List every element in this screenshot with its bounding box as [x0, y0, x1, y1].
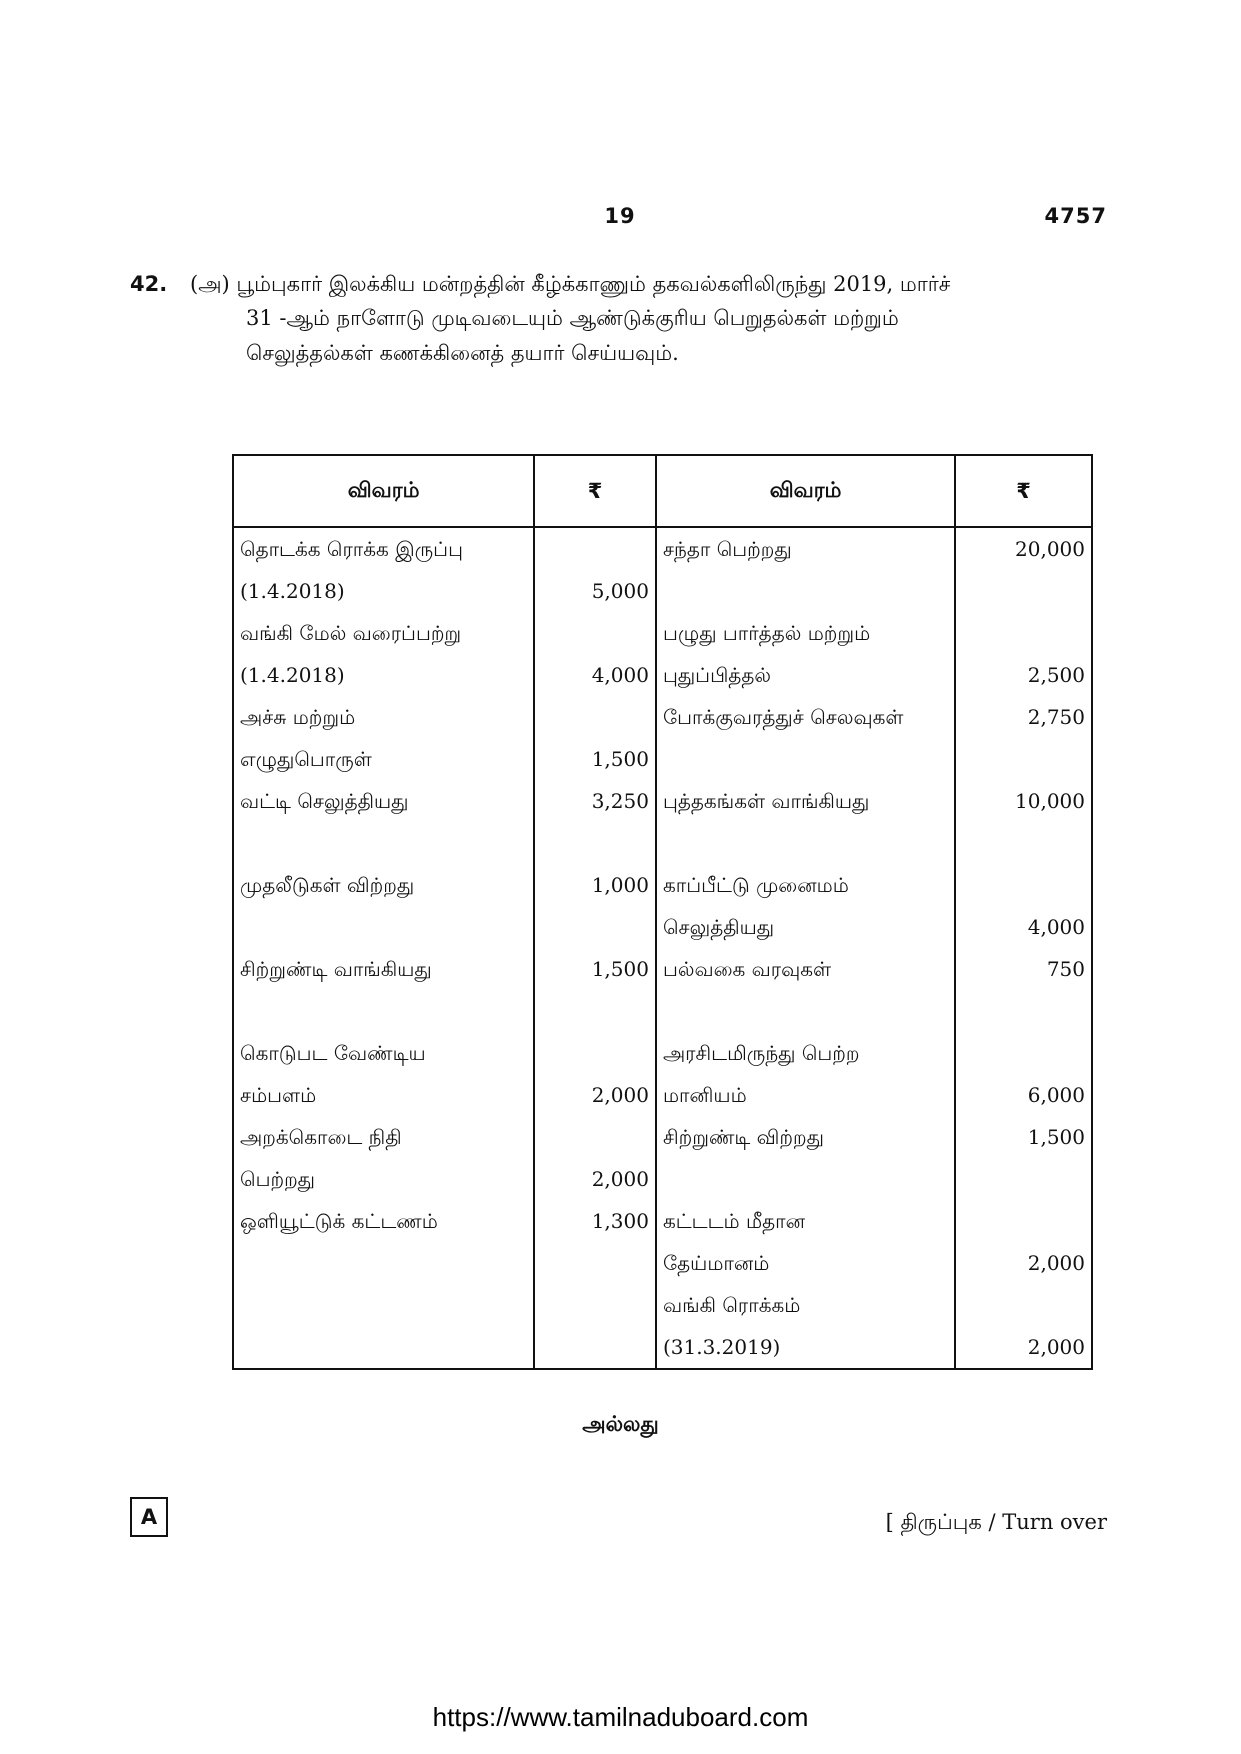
right-amount [955, 780, 1092, 864]
right-particular-line: சிற்றுண்டி விற்றது [662, 1125, 824, 1149]
left-amount-line: 4,000 [591, 663, 649, 687]
header-amount-right: ₹ [955, 455, 1092, 527]
left-particular [233, 780, 534, 864]
left-particular [233, 1200, 534, 1284]
right-amount-line: 2,000 [1027, 1335, 1085, 1359]
left-particular [233, 1284, 534, 1369]
left-particular [233, 864, 534, 948]
table-header-row [233, 455, 1092, 527]
right-particular [656, 696, 955, 780]
left-particular-line: ஒளியூட்டுக் கட்டணம் [240, 1209, 438, 1233]
right-particular [656, 948, 955, 1032]
right-particular-line: பழுது பார்த்தல் மற்றும் [662, 621, 871, 645]
turn-over-text: [ திருப்புக / Turn over [885, 1510, 1107, 1534]
right-particular-line: அரசிடமிருந்து பெற்ற [662, 1041, 860, 1065]
right-amount [955, 527, 1092, 612]
left-amount-line: 2,000 [591, 1167, 649, 1191]
right-particular-line: போக்குவரத்துச் செலவுகள் [662, 705, 904, 729]
left-amount [534, 948, 656, 1032]
question-number: 42. [130, 272, 168, 296]
table-row [233, 612, 1092, 696]
table-row [233, 696, 1092, 780]
table-row [233, 1116, 1092, 1200]
right-amount-line: 2,500 [1027, 663, 1085, 687]
left-particular-line: அச்சு மற்றும் [240, 705, 356, 729]
watermark-url: https://www.tamilnaduboard.com [432, 1702, 809, 1732]
right-particular-line: சந்தா பெற்றது [662, 537, 792, 561]
right-particular-line: (31.3.2019) [662, 1335, 781, 1359]
right-amount-line: 1,500 [1027, 1125, 1085, 1149]
header-particulars-left: விவரம் [233, 455, 534, 527]
right-particular-line: வங்கி ரொக்கம் [662, 1293, 801, 1317]
left-amount-line: 1,300 [591, 1209, 649, 1233]
table-row [233, 864, 1092, 948]
left-particular-line: அறக்கொடை நிதி [240, 1125, 402, 1149]
left-amount-line: 2,000 [591, 1083, 649, 1107]
right-amount-line: 2,750 [1027, 705, 1085, 729]
right-amount [955, 948, 1092, 1032]
table-row [233, 1284, 1092, 1369]
right-amount-line: 2,000 [1027, 1251, 1085, 1275]
right-particular [656, 612, 955, 696]
left-particular-line: தொடக்க ரொக்க இருப்பு [240, 537, 463, 561]
left-amount [534, 612, 656, 696]
page-number: 19 [604, 204, 636, 228]
left-amount [534, 527, 656, 612]
right-amount-line: 10,000 [1015, 789, 1085, 813]
left-amount [534, 1284, 656, 1369]
left-particular-line: வட்டி செலுத்தியது [240, 789, 409, 813]
left-particular [233, 612, 534, 696]
left-amount [534, 1200, 656, 1284]
right-particular [656, 527, 955, 612]
left-amount [534, 1032, 656, 1116]
left-particular-line: சம்பளம் [240, 1083, 317, 1107]
left-particular [233, 1032, 534, 1116]
left-particular [233, 527, 534, 612]
right-particular [656, 1116, 955, 1200]
left-amount-line: 1,500 [591, 747, 649, 771]
table-row [233, 527, 1092, 612]
left-amount [534, 696, 656, 780]
right-amount [955, 864, 1092, 948]
right-amount-line: 4,000 [1027, 915, 1085, 939]
left-amount-line: 1,500 [591, 957, 649, 981]
header-amount-left: ₹ [534, 455, 656, 527]
table-row [233, 780, 1092, 864]
left-amount-line: 1,000 [591, 873, 649, 897]
right-particular [656, 864, 955, 948]
table-row [233, 1200, 1092, 1284]
question-line-1: (அ) பூம்புகார் இலக்கிய மன்றத்தின் கீழ்க்காணும் தகவல்களிலிருந்து 2019, மார்ச் [190, 272, 951, 296]
left-particular [233, 948, 534, 1032]
left-particular-line: வங்கி மேல் வரைப்பற்று [240, 621, 462, 645]
left-particular-line: முதலீடுகள் விற்றது [240, 873, 415, 897]
table-row [233, 948, 1092, 1032]
question-line-3: செலுத்தல்கள் கணக்கினைத் தயார் செய்யவும். [246, 341, 679, 365]
right-particular-line: காப்பீட்டு முனைமம் [662, 873, 849, 897]
header-particulars-right: விவரம் [656, 455, 955, 527]
left-particular-line: பெற்றது [240, 1167, 316, 1191]
right-particular [656, 1032, 955, 1116]
left-amount [534, 864, 656, 948]
left-particular-line: எழுதுபொருள் [240, 747, 372, 771]
or-divider-text: அல்லது [582, 1412, 659, 1436]
right-particular-line: மானியம் [662, 1083, 747, 1107]
right-amount [955, 1284, 1092, 1369]
paper-code: 4757 [1044, 204, 1107, 228]
table-row [233, 1032, 1092, 1116]
left-particular-line: (1.4.2018) [240, 663, 345, 687]
left-amount-line: 5,000 [591, 579, 649, 603]
left-particular [233, 1116, 534, 1200]
left-amount [534, 780, 656, 864]
left-amount-line: 3,250 [591, 789, 649, 813]
right-particular [656, 1200, 955, 1284]
right-particular-line: கட்டடம் மீதான [662, 1209, 805, 1233]
question-line-2: 31 -ஆம் நாளோடு முடிவடையும் ஆண்டுக்குரிய பெறுதல்கள் மற்றும் [246, 306, 899, 330]
right-amount-line: 20,000 [1015, 537, 1085, 561]
right-particular-line: புத்தகங்கள் வாங்கியது [662, 789, 870, 813]
right-amount [955, 1116, 1092, 1200]
right-particular-line: செலுத்தியது [662, 915, 775, 939]
left-particular-line: சிற்றுண்டி வாங்கியது [240, 957, 432, 981]
right-amount [955, 1200, 1092, 1284]
receipts-payments-table [232, 454, 1093, 1370]
left-amount [534, 1116, 656, 1200]
right-particular [656, 780, 955, 864]
right-particular-line: பல்வகை வரவுகள் [662, 957, 832, 981]
right-amount-line: 750 [1046, 957, 1085, 981]
left-particular-line: கொடுபட வேண்டிய [240, 1041, 426, 1065]
right-amount [955, 1032, 1092, 1116]
left-particular-line: (1.4.2018) [240, 579, 345, 603]
right-particular-line: புதுப்பித்தல் [662, 663, 771, 687]
right-amount [955, 612, 1092, 696]
booklet-version-box: A [130, 1497, 168, 1537]
right-particular [656, 1284, 955, 1369]
right-amount [955, 696, 1092, 780]
right-amount-line: 6,000 [1027, 1083, 1085, 1107]
right-particular-line: தேய்மானம் [662, 1251, 770, 1275]
left-particular [233, 696, 534, 780]
